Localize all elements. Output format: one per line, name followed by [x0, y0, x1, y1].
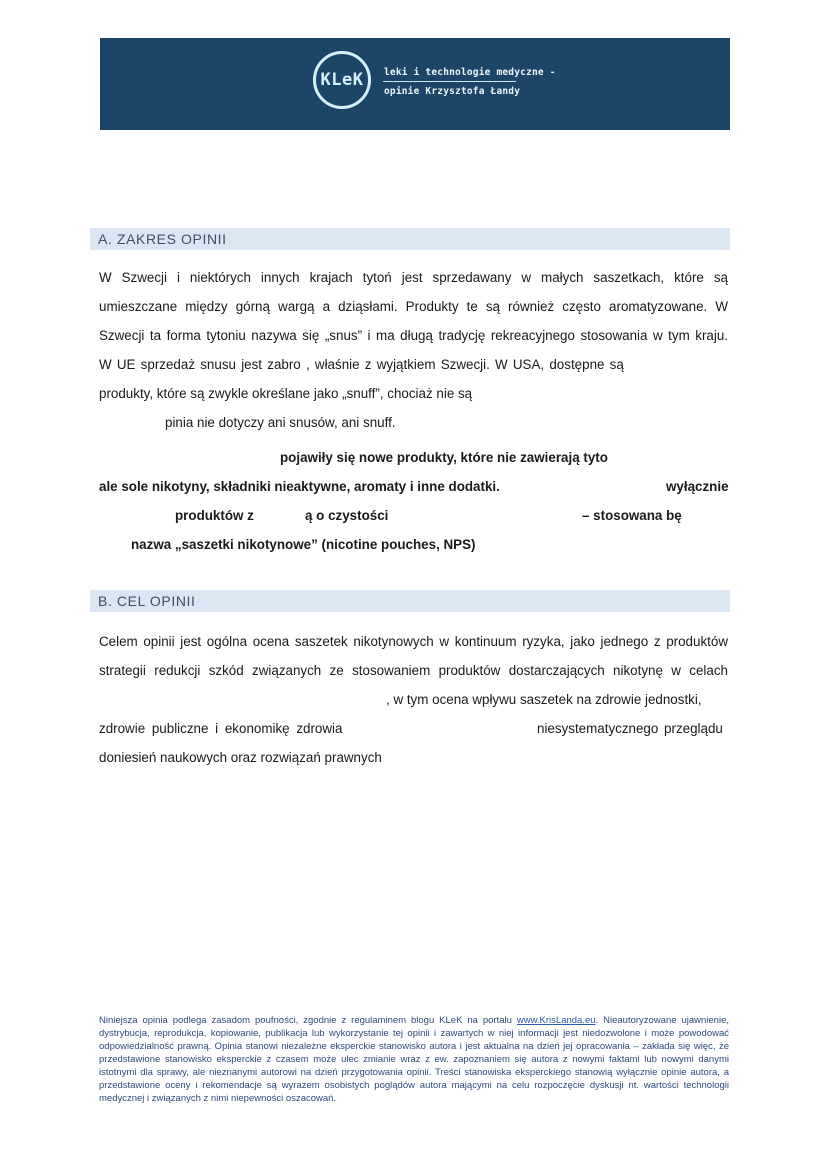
- paragraph-line: , w tym ocena wpływu saszetek na zdrowie jednostki,: [386, 692, 702, 707]
- header-banner: [100, 38, 730, 130]
- paragraph-line: doniesień naukowych oraz rozwiązań prawnych: [99, 750, 382, 765]
- paragraph-line: zdrowie publiczne i ekonomikę zdrowia: [99, 721, 343, 736]
- klek-logo: [313, 51, 371, 109]
- bold-line-fragment: produktów z: [175, 508, 254, 523]
- portal-link[interactable]: www.KrisLanda.eu: [516, 1015, 596, 1026]
- bold-line-fragment: ale sole nikotyny, składniki nieaktywne, aromaty i inne dodatki.: [99, 479, 500, 494]
- bold-line-fragment: pojawiły się nowe produkty, które nie zawierają tyto: [280, 450, 608, 465]
- bold-line-fragment: nazwa „saszetki nikotynowe” (nicotine pouches, NPS): [131, 537, 476, 552]
- section-a-heading: A. ZAKRES OPINII: [90, 228, 730, 250]
- paragraph-line: strategii redukcji szkód związanych ze stosowaniem produktów dostarczających nikotynę w celach: [99, 663, 728, 678]
- paragraph-line: pinia nie dotyczy ani snusów, ani snuff.: [165, 415, 396, 430]
- footer-text-continued: . Nieautoryzowane ujawnienie, dystrybucja, reprodukcja, kopiowanie, publikacja lub wykorzystanie tej opinii i zawartych w niej informacji jest niedozwolone i może powodować odpowiedzialność prawną. Opinia stanowi niezależne eksperckie stanowisko autora i jest aktualna na dzień jej opracowania – zakłada się więc, że przedstawione stanowisko eksperckie z czasem może ulec zmianie wraz z ew. zapoznaniem się autora z nowymi faktami lub nowymi danymi istotnymi dla sprawy, ale nieznanymi autorowi na dzień przygotowania opinii. Treści stanowiska eksperckiego stanowią wyłącznie opinie autora, a przedstawione oceny i rekomendacje są wyrazem osobistych poglądów autora mającymi na celu rozpoczęcie dyskusji nt. wartości technologii medycznej i związanych z nimi niepewności oszacowań.: [99, 1015, 729, 1104]
- banner-tagline-2: opinie Krzysztofa Łandy: [384, 86, 521, 97]
- paragraph-line: produkty, które są zwykle określane jako „snuff”, chociaż nie są: [99, 386, 473, 401]
- paragraph-line: Celem opinii jest ogólna ocena saszetek nikotynowych w kontinuum ryzyka, jako jednego z produktów: [99, 634, 728, 649]
- bold-line-fragment: ą o czystości: [305, 508, 389, 523]
- logo-text: KLeK: [320, 70, 364, 90]
- confidentiality-footer: [99, 1014, 729, 1105]
- paragraph-line: W UE sprzedaż snusu jest zabro , właśnie z wyjątkiem Szwecji. W USA, dostępne są: [99, 357, 624, 372]
- paragraph-line: umieszczane między górną wargą a dziąsłami. Produkty te są również często aromatyzowane. W: [99, 299, 728, 314]
- bold-line-fragment: wyłącznie: [666, 479, 729, 494]
- section-b-heading: B. CEL OPINII: [90, 590, 730, 612]
- paragraph-line: niesystematycznego przeglądu: [537, 721, 723, 736]
- paragraph-line: W Szwecji i niektórych innych krajach tytoń jest sprzedawany w małych saszetkach, które są: [99, 270, 728, 285]
- footer-text: Niniejsza opinia podlega zasadom poufności, zgodnie z regulaminem blogu KLeK na portalu: [99, 1015, 517, 1026]
- banner-tagline-1: leki i technologie medyczne -: [384, 67, 556, 78]
- bold-line-fragment: – stosowana bę: [582, 508, 682, 523]
- tagline-divider: [383, 81, 516, 82]
- paragraph-line: Szwecji ta forma tytoniu nazywa się „snus” i ma długą tradycję rekreacyjnego stosowania w tym kraju.: [99, 328, 728, 343]
